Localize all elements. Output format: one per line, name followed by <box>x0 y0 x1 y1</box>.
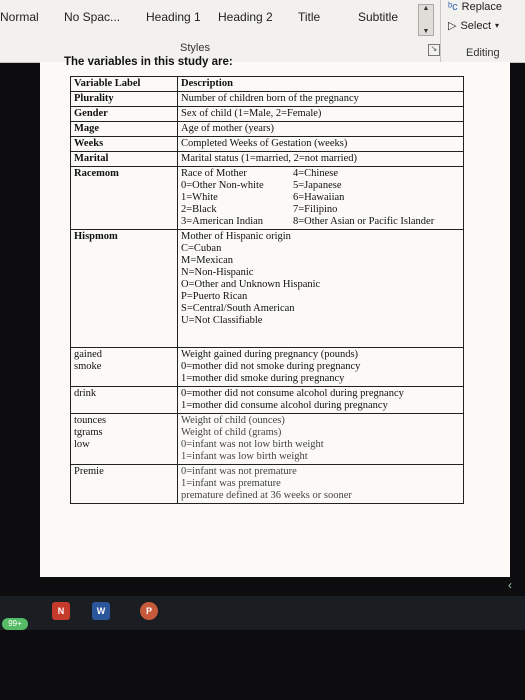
powerpoint-app-icon[interactable]: P <box>140 602 158 620</box>
race-columns <box>181 168 460 228</box>
row-label-line: gained <box>74 349 102 360</box>
table-row <box>71 137 464 152</box>
style-subtitle[interactable] <box>358 2 418 32</box>
row-description: Completed Weeks of Gestation (weeks) <box>178 137 464 152</box>
row-description: Sex of child (1=Male, 2=Female) <box>178 107 464 122</box>
row-label: drink <box>71 387 178 414</box>
style-heading-2-label: Heading 2 <box>218 10 273 24</box>
style-normal-label: Normal <box>0 10 39 24</box>
variables-table <box>70 76 464 504</box>
desc-line: Weight of child (grams) <box>181 427 282 438</box>
desc-line: 1=infant was low birth weight <box>181 451 308 462</box>
table-row <box>71 414 464 465</box>
chevron-down-icon[interactable]: ▼ <box>422 28 430 35</box>
table-row <box>71 465 464 504</box>
hispanic-line: S=Central/South American <box>181 303 295 314</box>
race-line: 5=Japanese <box>293 180 342 191</box>
desc-line: Weight gained during pregnancy (pounds) <box>181 349 359 360</box>
table-row <box>71 92 464 107</box>
chevron-up-icon[interactable]: ▲ <box>422 5 430 12</box>
race-line: 3=American Indian <box>181 216 264 227</box>
desc-line: 0=mother did not consume alcohol during pregnancy <box>181 388 404 399</box>
select-label: Select <box>460 19 492 32</box>
desc-line: 0=infant was not premature <box>181 466 297 477</box>
style-no-spacing[interactable] <box>64 2 142 32</box>
styles-group-label: Styles <box>180 42 210 54</box>
table-row <box>71 122 464 137</box>
hispanic-line: O=Other and Unknown Hispanic <box>181 279 321 290</box>
desc-line: premature defined at 36 weeks or sooner <box>181 490 352 501</box>
desc-line: 1=infant was premature <box>181 478 281 489</box>
notification-badge[interactable]: 99+ <box>2 618 28 630</box>
desc-line: Weight of child (ounces) <box>181 415 285 426</box>
chevron-down-icon: ▾ <box>495 21 500 30</box>
row-label: Weeks <box>71 137 178 152</box>
race-line: 1=White <box>181 192 218 203</box>
race-right-column <box>293 168 434 228</box>
styles-gallery-scroll[interactable] <box>418 4 434 36</box>
row-description <box>178 387 464 414</box>
header-description: Description <box>178 77 464 92</box>
row-label: Racemom <box>71 167 178 230</box>
dialog-launcher-icon[interactable]: ↘ <box>428 44 440 56</box>
word-ribbon <box>0 0 525 63</box>
style-heading-1-label: Heading 1 <box>146 10 201 24</box>
race-left-column <box>181 168 293 228</box>
hispanic-line: Mother of Hispanic origin <box>181 231 291 242</box>
row-label: Gender <box>71 107 178 122</box>
row-description: Number of children born of the pregnancy <box>178 92 464 107</box>
cursor-arrow-icon: ▷ <box>448 20 457 32</box>
style-no-spacing-label: No Spac... <box>64 10 121 24</box>
replace-button[interactable] <box>448 1 502 13</box>
hispanic-line: C=Cuban <box>181 243 222 254</box>
row-description <box>178 465 464 504</box>
race-line: 0=Other Non-white <box>181 180 264 191</box>
table-row <box>71 348 464 387</box>
desc-line: 1=mother did smoke during pregnancy <box>181 373 345 384</box>
table-row <box>71 167 464 230</box>
word-app-icon[interactable]: W <box>92 602 110 620</box>
intro-text: The variables in this study are: <box>64 56 233 68</box>
hispanic-line: M=Mexican <box>181 255 233 266</box>
row-description <box>178 167 464 230</box>
row-description: Marital status (1=married, 2=not married) <box>178 152 464 167</box>
row-label-line: low <box>74 439 90 450</box>
row-label: Mage <box>71 122 178 137</box>
row-label: Marital <box>71 152 178 167</box>
row-label: Hispmom <box>71 230 178 348</box>
row-description <box>178 414 464 465</box>
row-description <box>178 348 464 387</box>
taskbar <box>0 596 525 630</box>
style-heading-1[interactable] <box>146 2 216 32</box>
table-row <box>71 152 464 167</box>
desc-line: 0=infant was not low birth weight <box>181 439 324 450</box>
replace-label: Replace <box>461 1 503 13</box>
ribbon-divider <box>440 0 441 62</box>
row-label <box>71 414 178 465</box>
race-line: 6=Hawaiian <box>293 192 345 203</box>
row-label <box>71 348 178 387</box>
row-label: Premie <box>71 465 178 504</box>
race-line: Race of Mother <box>181 168 247 179</box>
header-variable-label: Variable Label <box>71 77 178 92</box>
style-normal[interactable] <box>0 2 58 32</box>
onenote-app-icon[interactable]: N <box>52 602 70 620</box>
row-description <box>178 230 464 348</box>
editing-group-label: Editing <box>466 47 500 59</box>
table-row <box>71 230 464 348</box>
row-description: Age of mother (years) <box>178 122 464 137</box>
row-label: Plurality <box>71 92 178 107</box>
style-title-label: Title <box>298 10 321 24</box>
hispanic-line: N=Non-Hispanic <box>181 267 254 278</box>
table-row <box>71 107 464 122</box>
document-page[interactable] <box>40 56 510 577</box>
row-label-line: smoke <box>74 361 102 372</box>
replace-icon: ᵇc <box>448 1 458 13</box>
select-button[interactable] <box>448 19 499 32</box>
race-line: 7=Filipino <box>293 204 338 215</box>
race-line: 2=Black <box>181 204 217 215</box>
hispanic-line: U=Not Classifiable <box>181 315 263 326</box>
race-line: 4=Chinese <box>293 168 338 179</box>
style-subtitle-label: Subtitle <box>358 10 399 24</box>
style-heading-2[interactable] <box>218 2 298 32</box>
desc-line: 1=mother did consume alcohol during pregnancy <box>181 400 388 411</box>
hispanic-line: P=Puerto Rican <box>181 291 248 302</box>
row-label-line: tgrams <box>74 427 103 438</box>
table-header-row <box>71 77 464 92</box>
desc-line: 0=mother did not smoke during pregnancy <box>181 361 361 372</box>
table-row <box>71 387 464 414</box>
race-line: 8=Other Asian or Pacific Islander <box>293 216 435 227</box>
row-label-line: tounces <box>74 415 107 426</box>
scroll-arrow-icon[interactable]: ‹ <box>508 578 512 592</box>
style-title[interactable] <box>298 2 348 32</box>
